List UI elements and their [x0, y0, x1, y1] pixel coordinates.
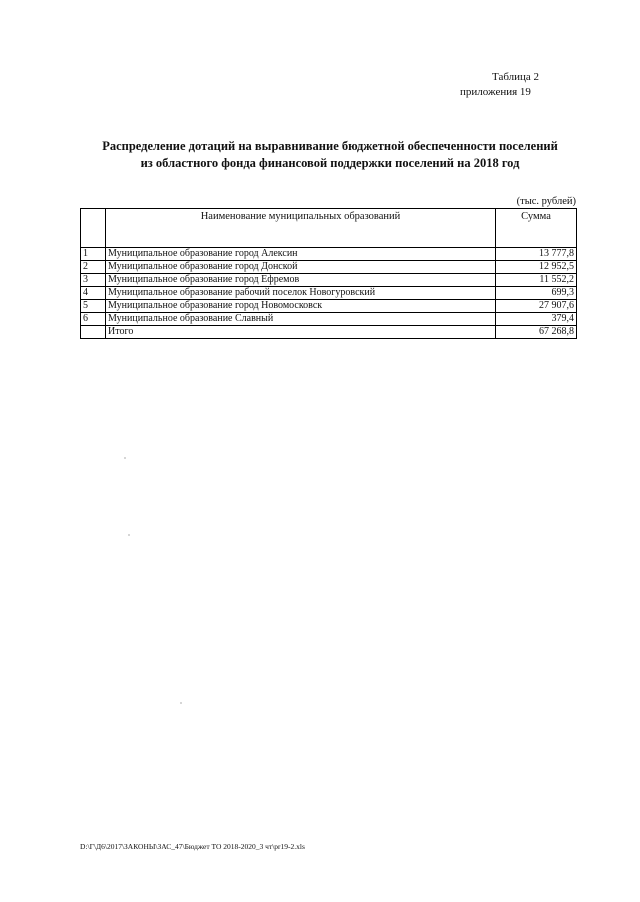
table-number: Таблица 2 [492, 71, 540, 83]
subsidy-table [80, 208, 577, 339]
scan-speck [128, 534, 130, 536]
row-municipality: Муниципальное образование Славный [106, 313, 496, 326]
row-number: 6 [81, 313, 106, 326]
row-sum: 13 777,8 [496, 248, 577, 261]
row-sum: 379,4 [496, 313, 577, 326]
row-municipality: Муниципальное образование рабочий поселок Новогуровский [106, 287, 496, 300]
table-row [81, 287, 577, 300]
header-number [81, 209, 106, 248]
row-municipality: Муниципальное образование город Донской [106, 261, 496, 274]
row-sum: 699,3 [496, 287, 577, 300]
row-municipality: Муниципальное образование город Алексин [106, 248, 496, 261]
row-number: 2 [81, 261, 106, 274]
units-label: (тыс. рублей) [516, 196, 576, 207]
row-sum: 11 552,2 [496, 274, 577, 287]
row-sum: 27 907,6 [496, 300, 577, 313]
total-row [81, 326, 577, 339]
header-sum: Сумма [496, 209, 577, 248]
document-title [40, 138, 620, 172]
table-header-row [81, 209, 577, 248]
table-row [81, 248, 577, 261]
appendix-number: приложения 19 [460, 86, 531, 98]
table-row [81, 261, 577, 274]
table-reference [460, 70, 568, 100]
table-row [81, 313, 577, 326]
row-municipality: Муниципальное образование город Новомосковск [106, 300, 496, 313]
file-path: D:\Г\Д6\2017\ЗАКОНЫ\ЗАС_47\Бюджет ТО 2018-2020_3 чт\pr19-2.xls [80, 842, 305, 851]
row-number: 1 [81, 248, 106, 261]
scan-speck [180, 702, 182, 704]
row-municipality: Муниципальное образование город Ефремов [106, 274, 496, 287]
total-label: Итого [106, 326, 496, 339]
row-number: 5 [81, 300, 106, 313]
table-row [81, 300, 577, 313]
header-municipality: Наименование муниципальных образований [106, 209, 496, 248]
title-line-2: из областного фонда финансовой поддержки поселений на 2018 год [140, 156, 520, 170]
total-sum: 67 268,8 [496, 326, 577, 339]
row-sum: 12 952,5 [496, 261, 577, 274]
table-row [81, 274, 577, 287]
row-number: 3 [81, 274, 106, 287]
row-number: 4 [81, 287, 106, 300]
scan-speck [124, 457, 126, 459]
title-line-1: Распределение дотаций на выравнивание бюджетной обеспеченности поселений [102, 139, 558, 153]
total-number [81, 326, 106, 339]
